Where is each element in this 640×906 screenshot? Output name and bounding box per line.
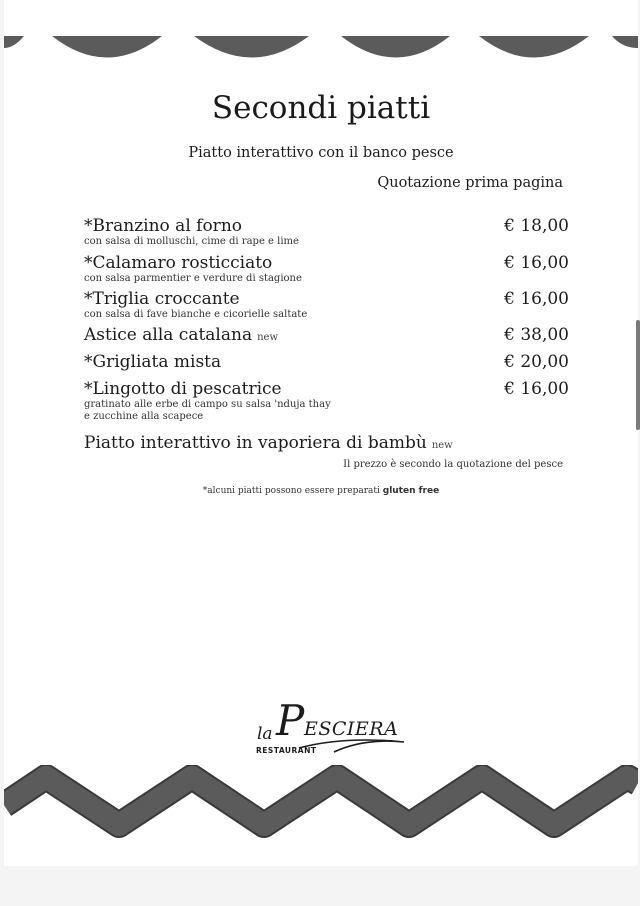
dish-price: € 16,00 [504,253,569,273]
dish-price: € 16,00 [504,289,569,309]
new-badge: new [431,440,453,451]
dish-description: con salsa di fave bianche e cicorielle saltate [84,309,308,320]
dish-price: € 20,00 [504,352,569,372]
logo-name: ESCIERA [304,718,399,740]
dish-name: *Branzino al forno [84,216,242,236]
menu-item [84,352,569,372]
gluten-free-label: gluten free [382,486,440,496]
dish-name: *Grigliata mista [84,352,222,372]
menu-item [84,379,569,422]
dish-name: Piatto interattivo in vaporiera di bambù [84,433,427,453]
restaurant-logo [254,696,414,760]
new-badge: new [257,332,279,343]
section-subtitle: Piatto interattivo con il banco pesce [188,145,454,161]
dish-name: *Lingotto di pescatrice [84,379,282,399]
dish-price: € 18,00 [504,216,569,236]
dish-description: con salsa di molluschi, cime di rape e lime [84,236,299,247]
menu-item [84,253,569,285]
logo-subtitle: RESTAURANT [256,746,317,755]
section-title: Secondi piatti [211,90,431,126]
dish-price: € 38,00 [504,325,569,345]
gluten-note-text: *alcuni piatti possono essere preparati [202,486,380,496]
dish-name: *Calamaro rosticciato [84,253,273,273]
menu-item [84,289,569,321]
dish-price: € 16,00 [504,379,569,399]
top-wave-decoration [4,34,638,64]
price-note: Il prezzo è secondo la quotazione del pesce [343,459,563,470]
dish-name: *Triglia croccante [84,289,240,309]
menu-item [84,216,569,248]
logo-initial: P [276,696,305,745]
dish-name-row [84,325,569,345]
scrollbar-edge[interactable] [636,320,640,430]
dish-description: e zucchine alla scapece [84,410,204,422]
bottom-zigzag-decoration [4,765,638,845]
dish-name: Astice alla catalana [84,325,253,345]
logo-la: la [257,724,273,744]
menu-item [84,433,569,453]
menu-page [4,0,638,866]
dish-description: con salsa parmentier e verdure di stagione [84,273,302,284]
gluten-note [4,486,638,496]
quote-note: Quotazione prima pagina [377,175,563,191]
menu-item [84,325,569,345]
dish-name-row [84,433,569,453]
dish-description: gratinato alle erbe di campo su salsa 'nduja thay [84,399,331,410]
